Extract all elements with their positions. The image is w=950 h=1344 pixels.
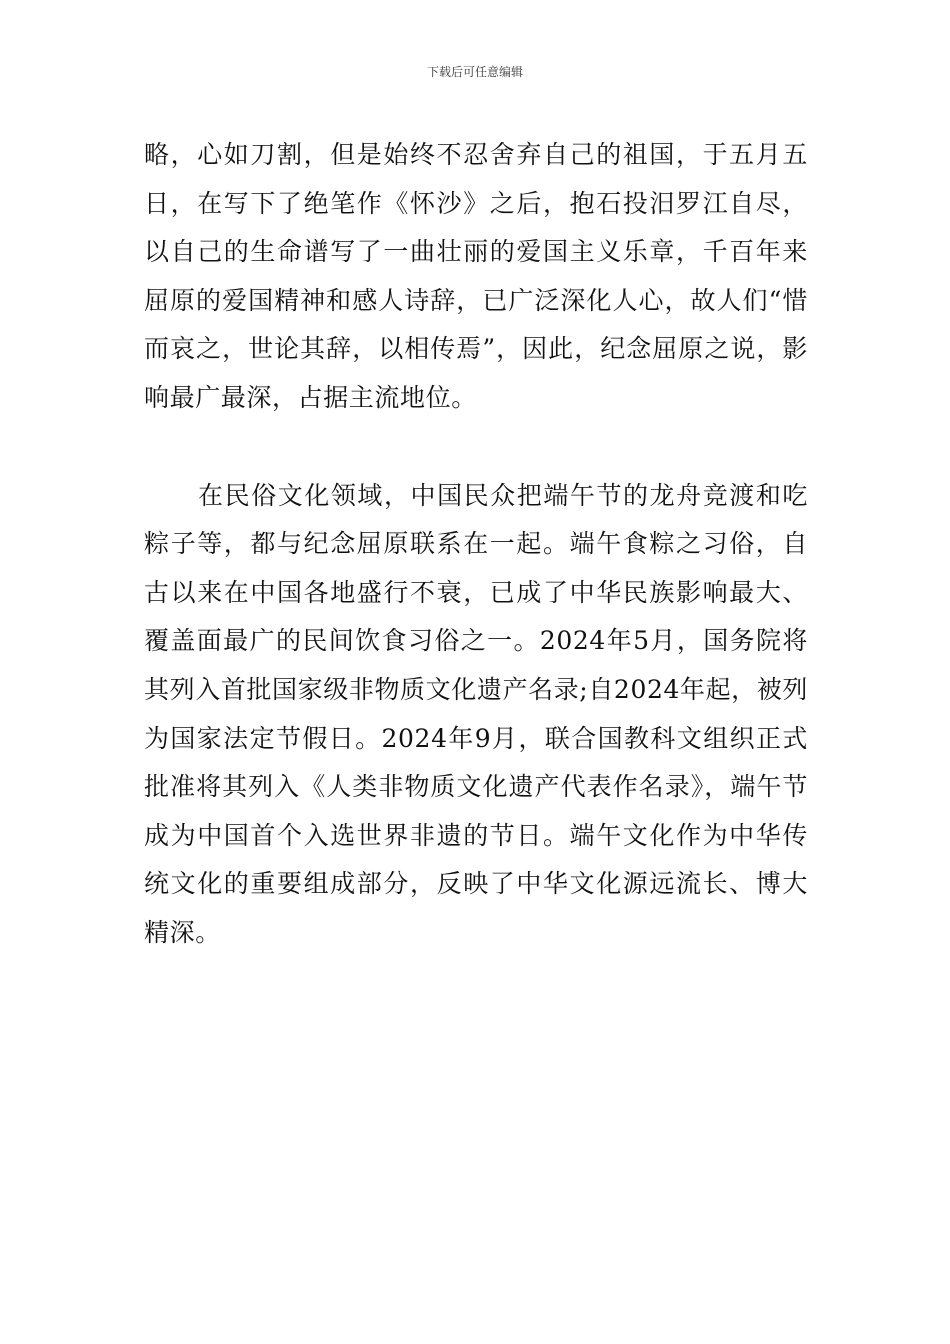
paragraph-folk-culture: 在民俗文化领域，中国民众把端午节的龙舟竞渡和吃粽子等，都与纪念屈原联系在一起。端午食粽之习俗，自古以来在中国各地盛行不衰，已成了中华民族影响最大、覆盖面最广的民间饮食习俗之一。2024年5月，国务院将其列入首批国家级非物质文化遗产名录;自2024年起，被列为国家法定节假日。2024年9月，联合国教科文组织正式批准将其列入《人类非物质文化遗产代表作名录》，端午节成为中国首个入选世界非遗的节日。端午文化作为中华传统文化的重要组成部分，反映了中华文化源远流长、博大精深。 bbox=[144, 480, 808, 947]
paragraph-continuation: 略，心如刀割，但是始终不忍舍弃自己的祖国，于五月五日，在写下了绝笔作《怀沙》之后，抱石投汨罗江自尽，以自己的生命谱写了一曲壮丽的爱国主义乐章，千百年来屈原的爱国精神和感人诗辞，已广泛深化人心，故人们“惜而哀之，世论其辞，以相传焉”，因此，纪念屈原之说，影响最广最深，占据主流地位。 bbox=[144, 140, 808, 412]
document-body bbox=[144, 131, 808, 958]
page-header-note: 下载后可任意编辑 bbox=[426, 65, 523, 79]
